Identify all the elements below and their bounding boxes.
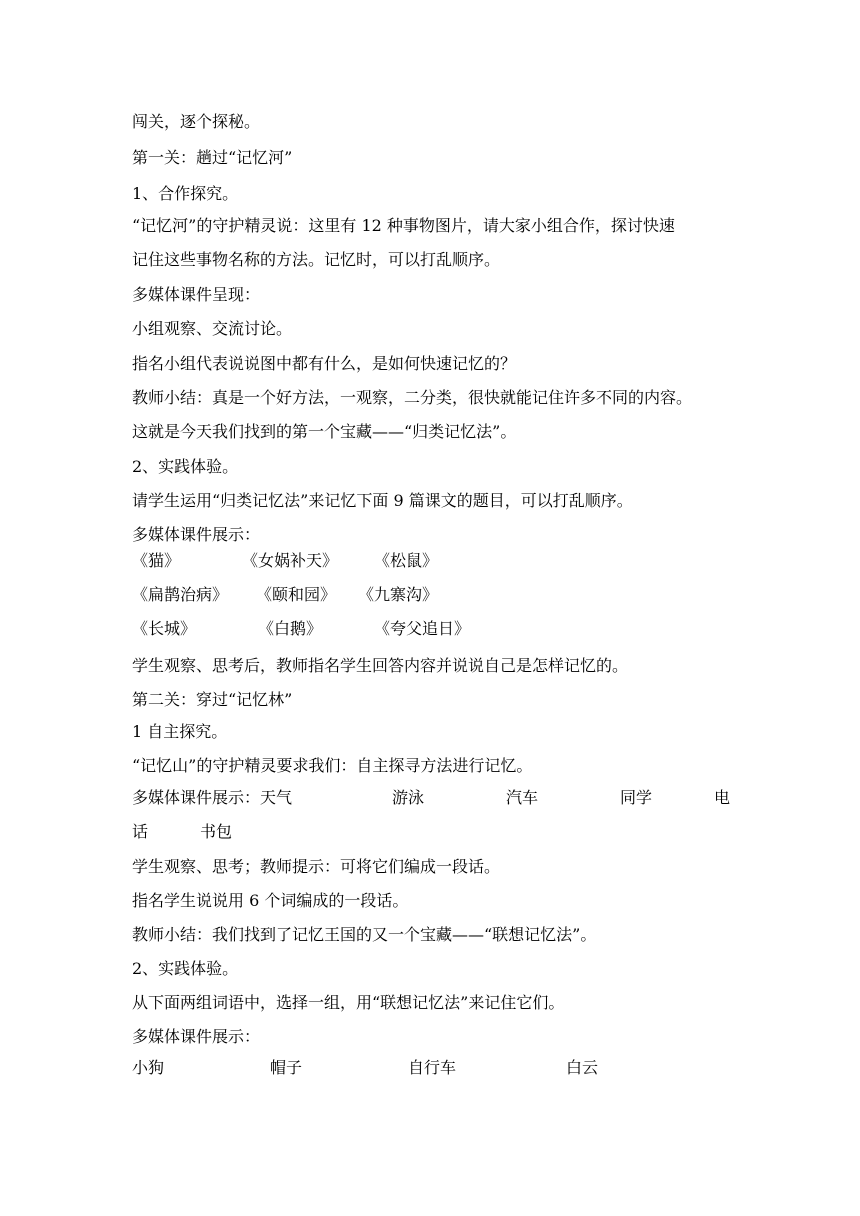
- text-line: 多媒体课件呈现：: [132, 285, 261, 304]
- word: 帽子: [270, 1058, 303, 1077]
- text-line: “记忆山”的守护精灵要求我们：自主探寻方法进行记忆。: [132, 756, 533, 775]
- text-line: 学生观察、思考；教师提示：可将它们编成一段话。: [132, 857, 501, 876]
- word: 书包: [200, 822, 233, 841]
- lesson-title: 《白鹅》: [258, 619, 323, 638]
- text-line: 小组观察、交流讨论。: [132, 319, 293, 338]
- word: 小狗: [132, 1058, 165, 1077]
- text-line: 2、实践体验。: [132, 457, 239, 476]
- word: 自行车: [408, 1058, 457, 1077]
- lesson-title: 《女娲补天》: [242, 551, 339, 570]
- section-heading: 第一关：趟过“记忆河”: [132, 148, 293, 167]
- text-line: 这就是今天我们找到的第一个宝藏——“归类记忆法”。: [132, 422, 517, 441]
- text-line: 学生观察、思考后，教师指名学生回答内容并说说自己是怎样记忆的。: [132, 656, 629, 675]
- word: 同学: [620, 788, 653, 807]
- section-heading: 第二关：穿过“记忆林”: [132, 690, 293, 709]
- text-line: 多媒体课件展示：天气: [132, 788, 293, 807]
- word: 汽车: [506, 788, 539, 807]
- lesson-title: 《夸父追日》: [374, 619, 471, 638]
- text-line: 请学生运用“归类记忆法”来记忆下面 9 篇课文的题目，可以打乱顺序。: [132, 491, 633, 510]
- text-line: 教师小结：真是一个好方法，一观察，二分类，很快就能记住许多不同的内容。: [132, 388, 693, 407]
- word: 电: [714, 788, 731, 807]
- lesson-title: 《长城》: [132, 619, 197, 638]
- lesson-title: 《松鼠》: [374, 551, 439, 570]
- text-line: 指名小组代表说说图中都有什么，是如何快速记忆的？: [132, 354, 517, 373]
- word: 白云: [566, 1058, 599, 1077]
- text-line: 教师小结：我们找到了记忆王国的又一个宝藏——“联想记忆法”。: [132, 925, 597, 944]
- text-line: 闯关，逐个探秘。: [132, 112, 261, 131]
- text-line: 1 自主探究。: [132, 722, 228, 741]
- text-line: 1、合作探究。: [132, 184, 239, 203]
- text-line: 多媒体课件展示：: [132, 525, 261, 544]
- lesson-title: 《颐和园》: [256, 585, 337, 604]
- lesson-title: 《扁鹊治病》: [132, 585, 229, 604]
- text-line: 指名学生说说用 6 个词编成的一段话。: [132, 891, 409, 910]
- text-line: 2、实践体验。: [132, 959, 239, 978]
- word: 游泳: [392, 788, 425, 807]
- text-line: “记忆河”的守护精灵说：这里有 12 种事物图片，请大家小组合作，探讨快速: [132, 216, 675, 235]
- text-line: 多媒体课件展示：: [132, 1027, 261, 1046]
- lesson-title: 《九寨沟》: [358, 585, 439, 604]
- lesson-title: 《猫》: [132, 551, 181, 570]
- text-line: 记住这些事物名称的方法。记忆时，可以打乱顺序。: [132, 250, 501, 269]
- text-line: 从下面两组词语中，选择一组，用“联想记忆法”来记住它们。: [132, 993, 565, 1012]
- word: 话: [132, 822, 149, 841]
